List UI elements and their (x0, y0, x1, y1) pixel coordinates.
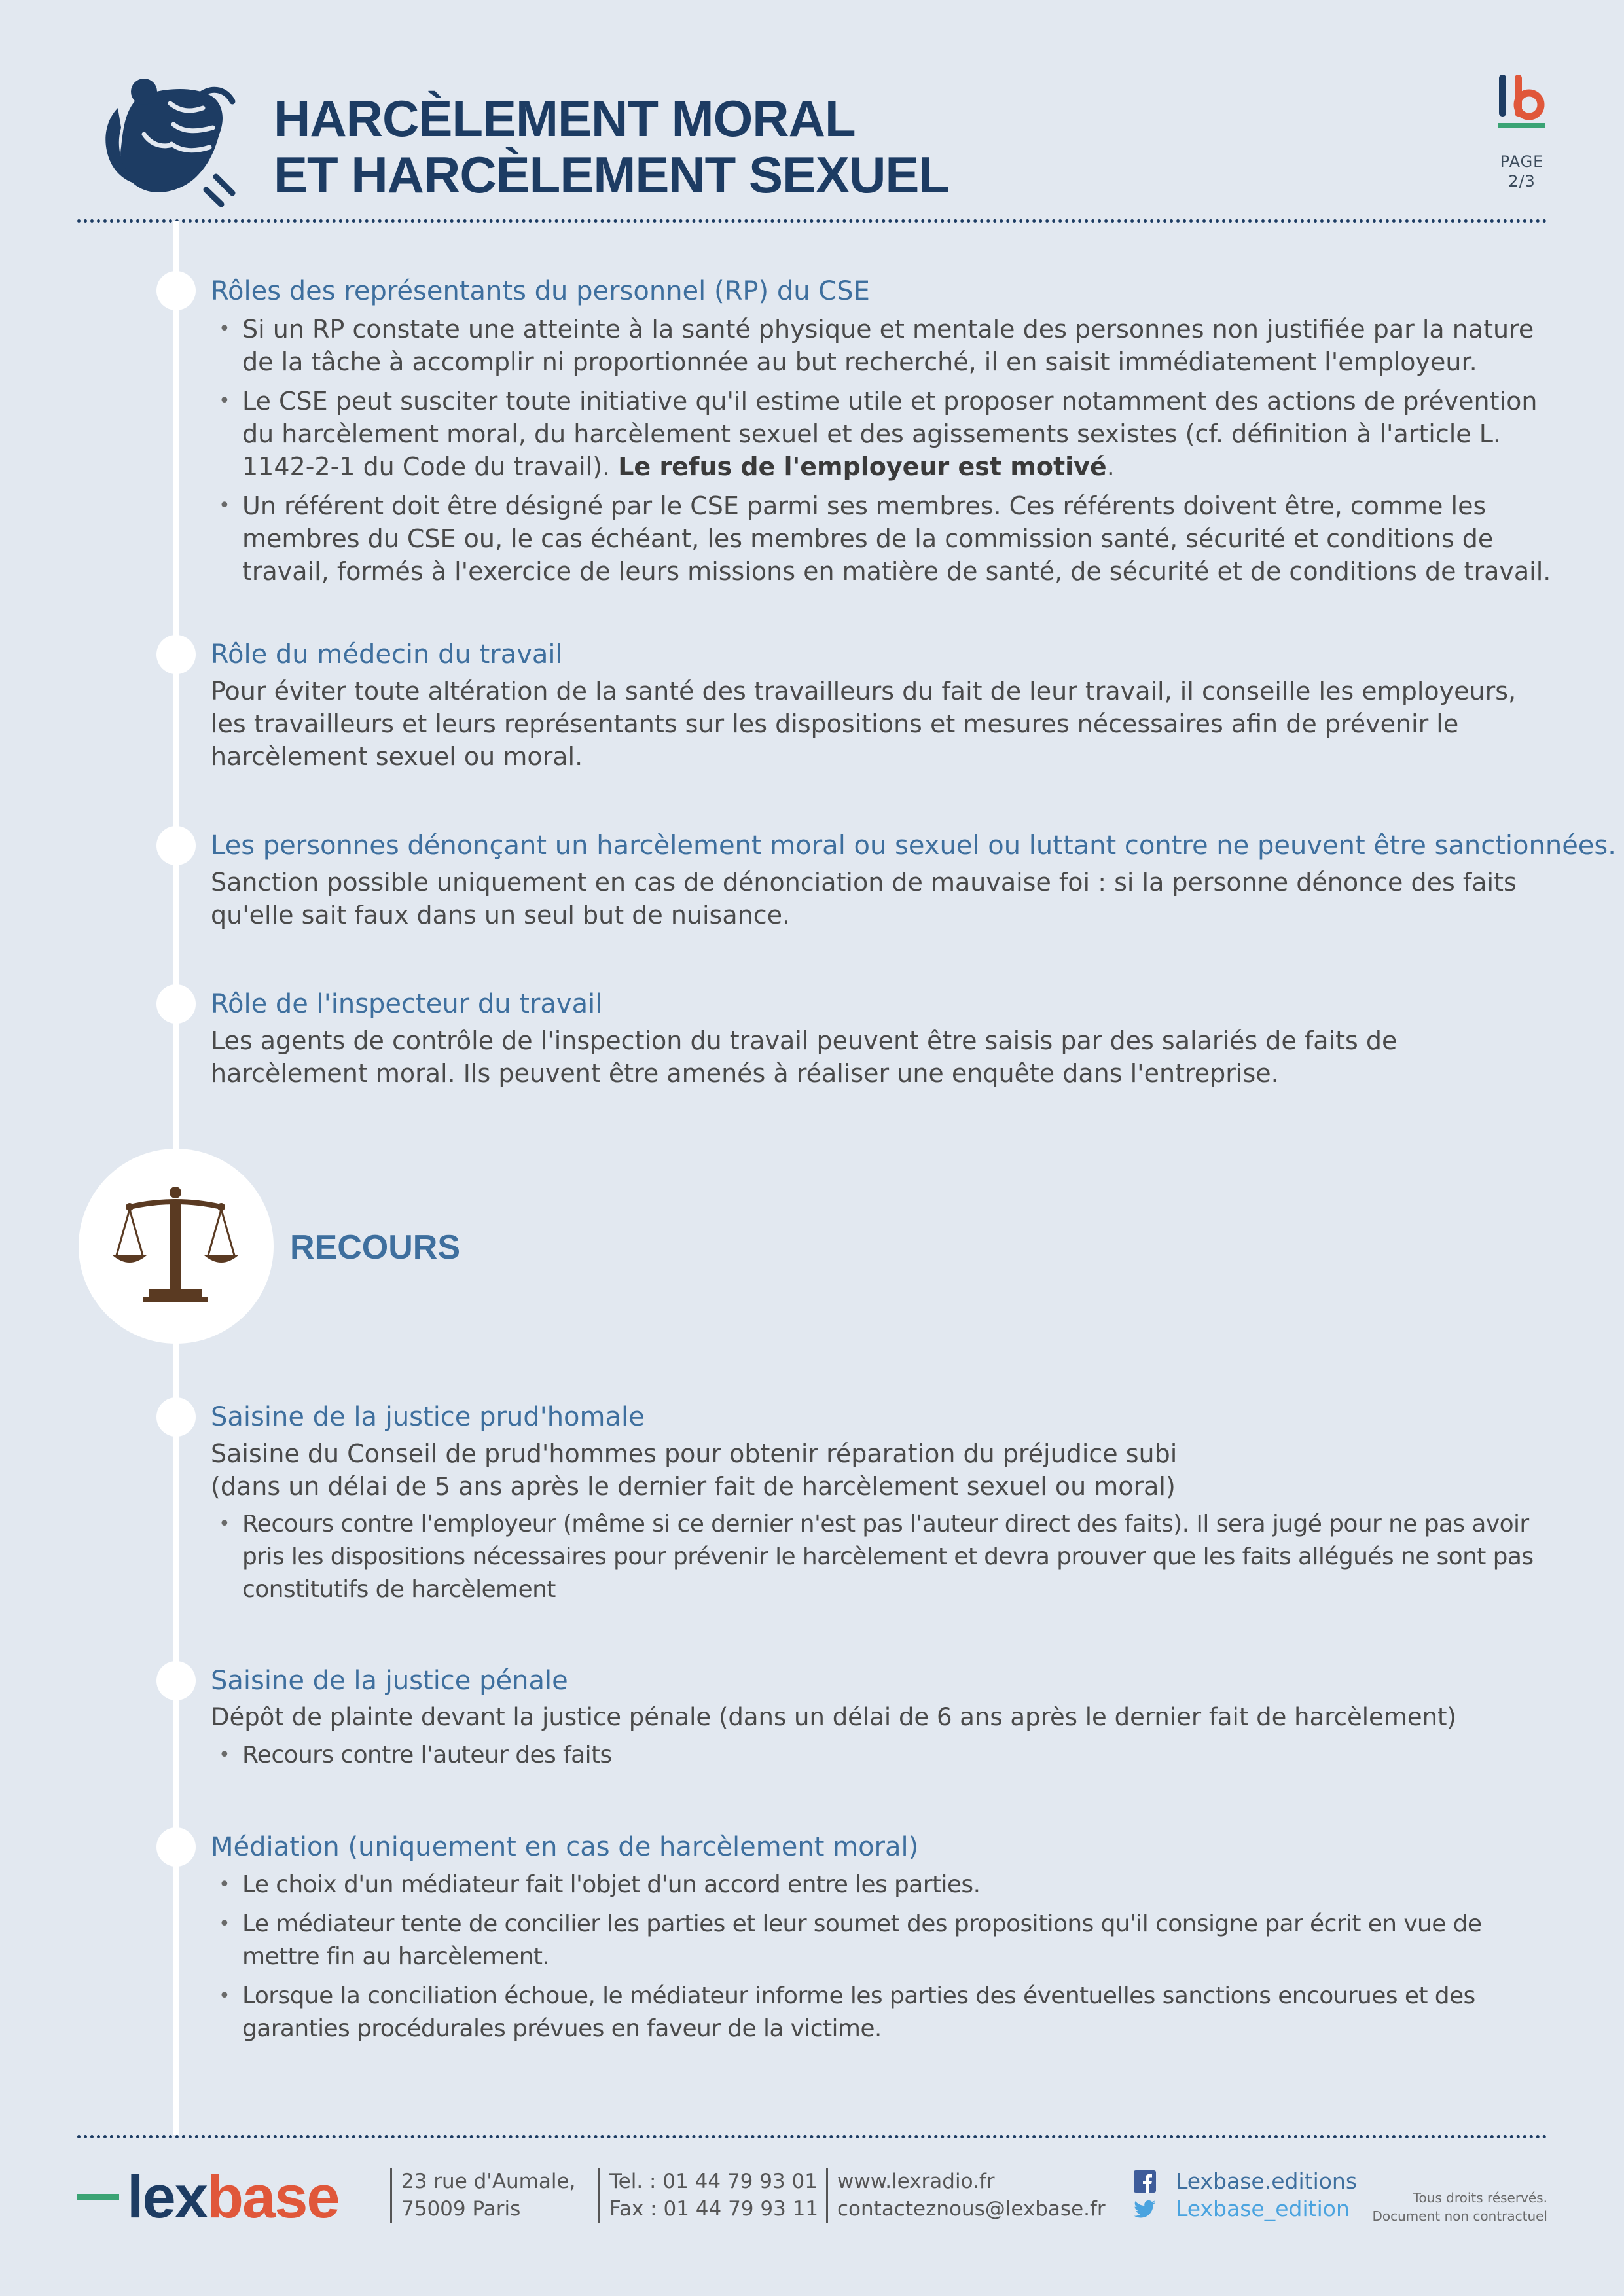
page-indicator (1466, 152, 1578, 191)
lb-logo (1495, 72, 1547, 131)
logo-bar (77, 2194, 119, 2200)
logo-lex: lex (127, 2164, 207, 2231)
fax-number: Fax : 01 44 79 93 11 (609, 2197, 819, 2221)
title-line-1: HARCÈLEMENT MORAL (274, 90, 856, 147)
bottom-divider (77, 2135, 1547, 2138)
facebook-icon (1134, 2170, 1156, 2193)
section-medecin (211, 638, 1553, 773)
twitter-link[interactable] (1134, 2195, 1357, 2223)
section-text: Sanction possible uniquement en cas de dénonciation de mauvaise foi : si la personne dénonce des faits qu'elle sait faux dans un seul but de nuisance. (211, 868, 1517, 929)
section-text: Les agents de contrôle de l'inspection du travail peuvent être saisis par des salariés de faits de harcèlement moral. Ils peuvent être amenés à réaliser une enquête dans l'entreprise. (211, 1026, 1398, 1088)
list-item: • Recours contre l'auteur des faits (211, 1739, 1553, 1772)
bullet-list (211, 1508, 1553, 1606)
section-title: Saisine de la justice pénale (211, 1666, 568, 1696)
address-line-1: 23 rue d'Aumale, (401, 2170, 576, 2193)
logo-base: base (206, 2164, 339, 2231)
section-text (211, 1437, 1553, 1503)
section-text: Dépôt de plainte devant la justice pénale (dans un délai de 6 ans après le dernier fait de harcèlement) (211, 1703, 1456, 1731)
twitter-icon (1134, 2198, 1156, 2220)
section-penale (211, 1664, 1553, 1778)
rights-line-1: Tous droits réservés. (1413, 2190, 1547, 2206)
section-inspecteur (211, 988, 1553, 1090)
bullet-list (211, 1869, 1487, 2045)
page-label: PAGE (1500, 152, 1544, 171)
list-item: • Le choix d'un médiateur fait l'objet d'un accord entre les parties. (211, 1869, 1487, 1901)
section-prudhomale (211, 1401, 1553, 1613)
section-title: Rôles des représentants du personnel (RP) du CSE (211, 276, 870, 306)
page-title (274, 90, 949, 203)
timeline-node (156, 984, 196, 1024)
section-denonciation (211, 829, 1616, 931)
text-line-1: Saisine du Conseil de prud'hommes pour obtenir réparation du préjudice subi (211, 1439, 1178, 1468)
timeline-node (156, 271, 196, 310)
bullet-list (211, 313, 1553, 588)
phone-number: Tel. : 01 44 79 93 01 (609, 2170, 818, 2193)
list-item: • Un référent doit être désigné par le CSE parmi ses membres. Ces référents doivent être, comme les membres du CSE ou, le cas échéant, les membres de la commission santé, sécurité et conditions de travail, formés à l'exercice de leurs missions en matière de santé, de sécurité et de conditions de travail. (211, 490, 1553, 588)
timeline-node (156, 826, 196, 865)
timeline-node (156, 635, 196, 674)
list-item-end: . (1106, 452, 1115, 481)
footer-phone (598, 2168, 818, 2223)
section-title: Saisine de la justice prud'homale (211, 1402, 645, 1432)
section-title: Médiation (uniquement en cas de harcèlement moral) (211, 1832, 919, 1862)
bold-text: Le refus de l'employeur est motivé (618, 452, 1107, 481)
address-line-2: 75009 Paris (401, 2197, 521, 2221)
fist-icon (98, 72, 242, 209)
facebook-handle: Lexbase.editions (1176, 2168, 1358, 2194)
section-text: Pour éviter toute altération de la santé des travailleurs du fait de leur travail, il conseille les employeurs, les travailleurs et leurs représentants sur les dispositions et mesures nécessaires afin de prévenir le harcèlement sexuel ou moral. (211, 677, 1517, 771)
timeline-node (156, 1827, 196, 1867)
scale-of-justice-icon (110, 1178, 241, 1309)
timeline-node (156, 1397, 196, 1437)
list-item-text: Le CSE peut susciter toute initiative qu'il estime utile et proposer notamment des actions de prévention du harcèlement moral, du harcèlement sexuel et des agissements sexistes (cf. définition à l'article L. 1142-2-1 du Code du travail). (242, 387, 1538, 481)
website-link[interactable]: www.lexradio.fr (837, 2170, 995, 2193)
title-line-2: ET HARCÈLEMENT SEXUEL (274, 146, 950, 204)
section-mediation (211, 1831, 1487, 2052)
bullet-list (211, 1739, 1553, 1772)
footer-social (1134, 2168, 1357, 2223)
section-title: Rôle de l'inspecteur du travail (211, 989, 603, 1019)
twitter-handle: Lexbase_edition (1176, 2196, 1350, 2221)
list-item: • Lorsque la conciliation échoue, le médiateur informe les parties des éventuelles sanctions encourues et des garanties procédurales prévues en faveur de la victime. (211, 1980, 1487, 2045)
recours-heading: RECOURS (290, 1229, 461, 1266)
text-line-2: (dans un délai de 5 ans après le dernier fait de harcèlement sexuel ou moral) (211, 1472, 1176, 1501)
list-item: • Recours contre l'employeur (même si ce dernier n'est pas l'auteur direct des faits). Il sera jugé pour ne pas avoir pris les dispositions nécessaires pour prévenir le harcèlement et devra prouver que les faits allégués ne sont pas constitutifs de harcèlement (211, 1508, 1553, 1606)
lexbase-logo (77, 2161, 339, 2233)
list-item: • Si un RP constate une atteinte à la santé physique et mentale des personnes non justifiée par la nature de la tâche à accomplir ni proportionnée au but recherché, il en saisit immédiatement l'employeur. (211, 313, 1553, 378)
section-title: Les personnes dénonçant un harcèlement moral ou sexuel ou luttant contre ne peuvent être sanctionnées. (211, 831, 1616, 861)
list-item: • Le médiateur tente de concilier les parties et leur soumet des propositions qu'il consigne par écrit en vue de mettre fin au harcèlement. (211, 1908, 1487, 1973)
facebook-link[interactable] (1134, 2168, 1357, 2195)
timeline-node (156, 1661, 196, 1700)
top-divider (77, 219, 1547, 223)
page-number: 2/3 (1508, 172, 1536, 190)
email-link[interactable]: contacteznous@lexbase.fr (837, 2197, 1106, 2221)
footer-contact (826, 2168, 1106, 2223)
section-title: Rôle du médecin du travail (211, 639, 563, 670)
rights-notice (1335, 2189, 1547, 2225)
section-rp (211, 275, 1553, 594)
list-item (211, 385, 1553, 483)
rights-line-2: Document non contractuel (1372, 2208, 1547, 2224)
footer-address (390, 2168, 575, 2223)
